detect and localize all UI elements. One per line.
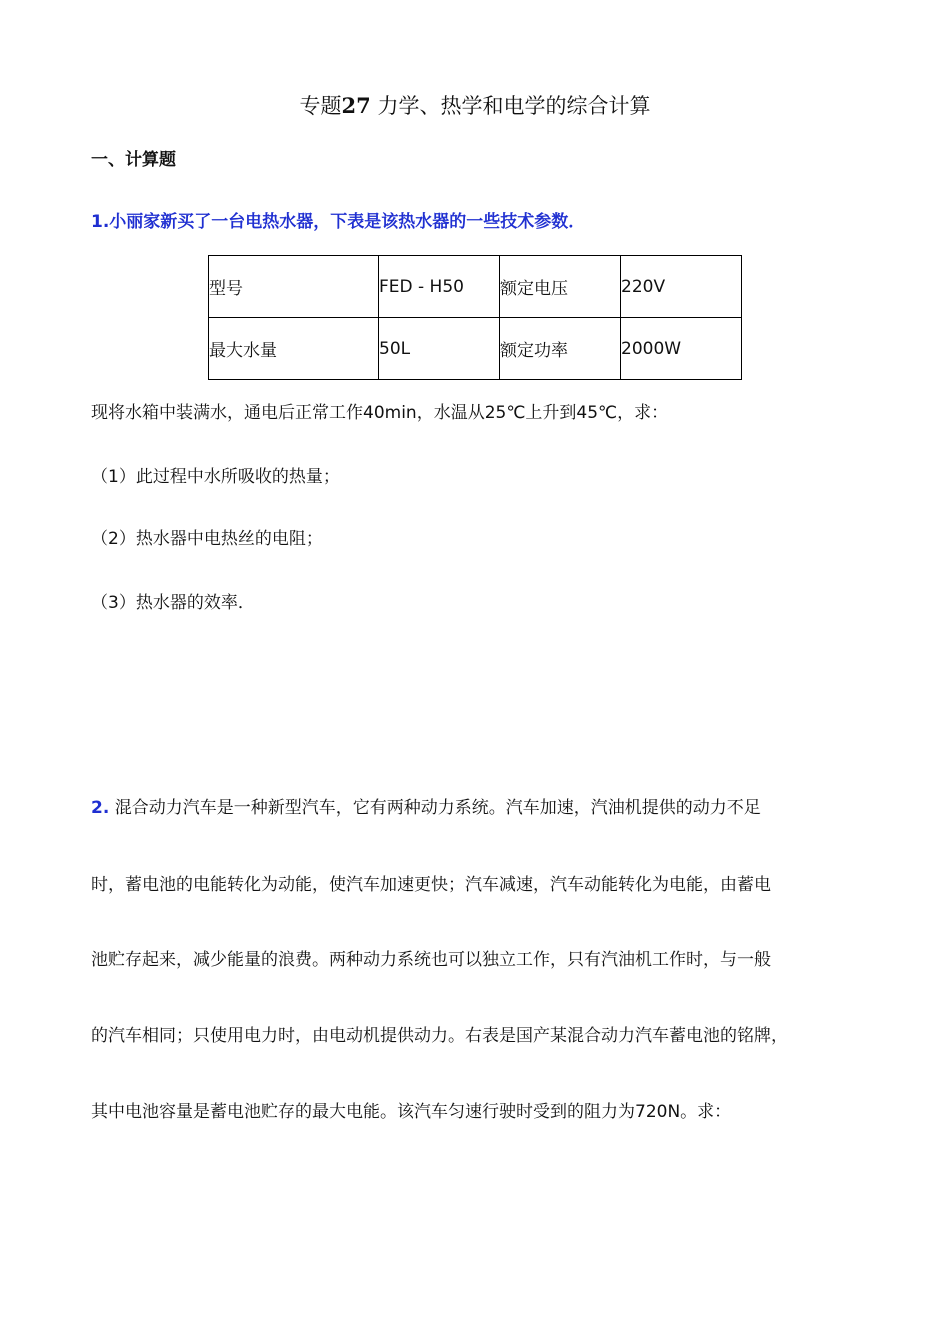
title-text: 力学、热学和电学的综合计算 — [370, 94, 651, 118]
table-cell: FED - H50 — [379, 256, 500, 318]
table-cell: 额定电压 — [500, 256, 621, 318]
table-cell: 220V — [621, 256, 742, 318]
table-cell: 最大水量 — [209, 318, 379, 380]
question-2-line-5: 其中电池容量是蓄电池贮存的最大电能。该汽车匀速行驶时受到的阻力为720N。求： — [91, 1102, 732, 1122]
table-cell: 50L — [379, 318, 500, 380]
table-row — [209, 318, 742, 380]
question-1-part-3: （3）热水器的效率． — [91, 593, 255, 613]
page-title — [0, 90, 950, 120]
question-1-intro: 现将水箱中装满水，通电后正常工作40min，水温从25℃上升到45℃，求： — [91, 403, 669, 423]
section-heading: 一、计算题 — [91, 150, 176, 170]
question-2-line-1: 2. 混合动力汽车是一种新型汽车，它有两种动力系统。汽车加速，汽油机提供的动力不足 — [91, 798, 761, 818]
table-cell: 额定功率 — [500, 318, 621, 380]
question-2-number: 2. — [91, 798, 110, 818]
question-2-line-2: 时，蓄电池的电能转化为动能，使汽车加速更快；汽车减速，汽车动能转化为电能，由蓄电 — [91, 875, 771, 895]
table-row — [209, 256, 742, 318]
table-cell: 型号 — [209, 256, 379, 318]
question-1-heading: 1.小丽家新买了一台电热水器，下表是该热水器的一些技术参数． — [91, 212, 586, 232]
title-prefix: 专题 — [299, 94, 342, 118]
spec-table — [208, 255, 742, 380]
question-1-part-2: （2）热水器中电热丝的电阻； — [91, 529, 323, 549]
table-cell: 2000W — [621, 318, 742, 380]
question-2-line-4: 的汽车相同；只使用电力时，由电动机提供动力。右表是国产某混合动力汽车蓄电池的铭牌， — [91, 1026, 788, 1046]
question-1-part-1: （1）此过程中水所吸收的热量； — [91, 467, 340, 487]
title-number: 27 — [341, 93, 371, 118]
question-2-line-3: 池贮存起来，减少能量的浪费。两种动力系统也可以独立工作，只有汽油机工作时，与一般 — [91, 950, 771, 970]
